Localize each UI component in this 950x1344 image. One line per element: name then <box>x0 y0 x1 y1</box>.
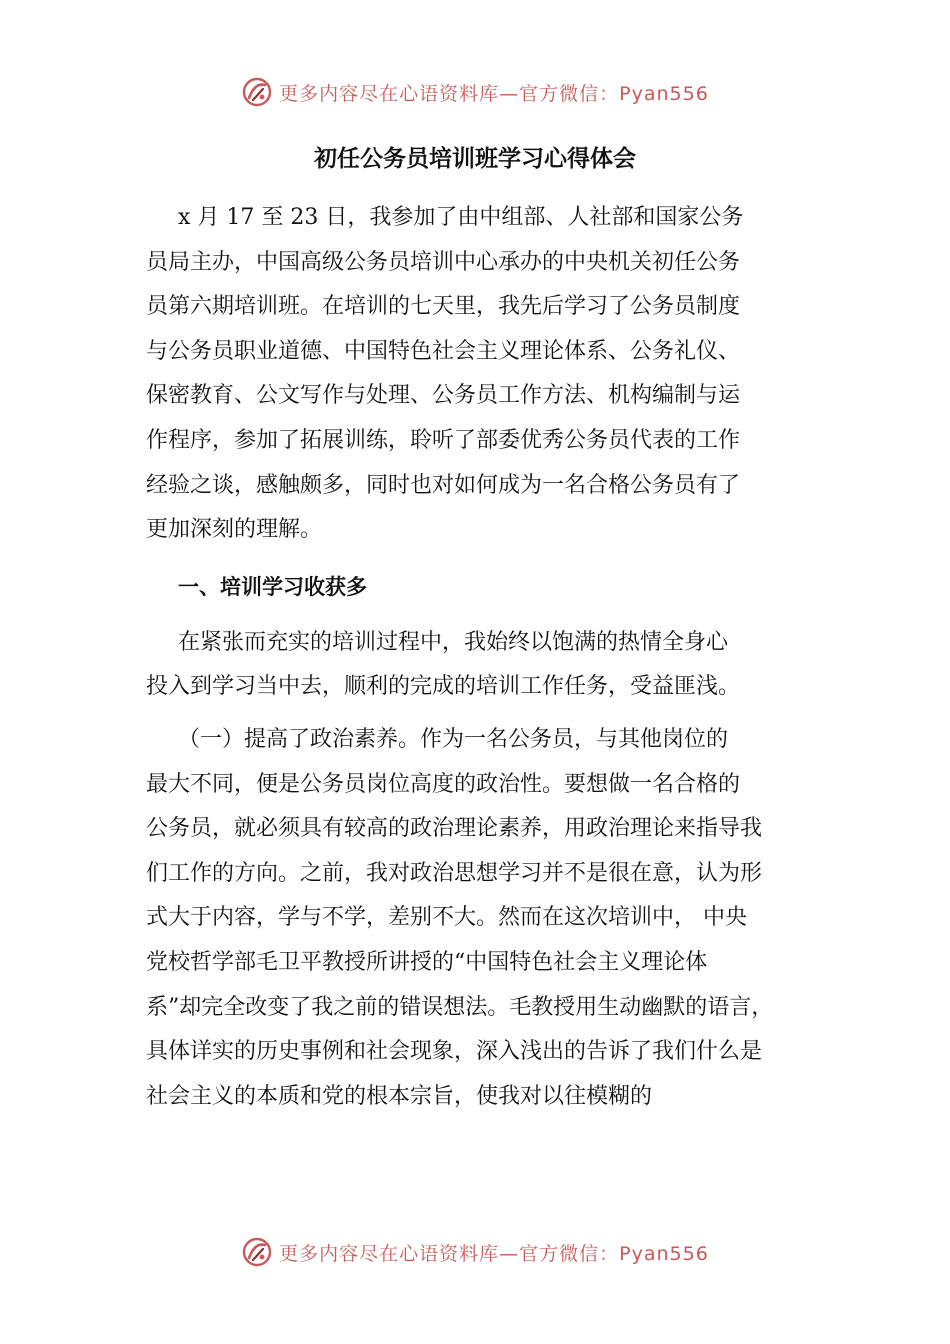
paragraph-line: 式大于内容，学与不学，差别不大。然而在这次培训中， 中央 <box>146 905 747 931</box>
document-title: 初任公务员培训班学习心得体会 <box>314 146 636 172</box>
paragraph-line: 最大不同，便是公务员岗位高度的政治性。要想做一名合格的 <box>146 771 741 797</box>
paragraph-line: （一）提高了政治素养。作为一名公务员，与其他岗位的 <box>178 726 729 752</box>
paragraph-line: 系”却完全改变了我之前的错误想法。毛教授用生动幽默的语言， <box>146 994 774 1020</box>
paragraph-line: 保密教育、公文写作与处理、公务员工作方法、机构编制与运 <box>146 383 741 409</box>
paragraph-line: 公务员，就必须具有较高的政治理论素养，用政治理论来指导我 <box>146 816 763 842</box>
paragraph-line: 作程序，参加了拓展训练，聆听了部委优秀公务员代表的工作 <box>146 427 741 453</box>
paragraph-line: 员局主办，中国高级公务员培训中心承办的中央机关初任公务 <box>146 249 741 275</box>
paragraph-line: 与公务员职业道德、中国特色社会主义理论体系、公务礼仪、 <box>146 338 741 364</box>
logo-icon <box>241 1236 273 1268</box>
paragraph-line: 在紧张而充实的培训过程中，我始终以饱满的热情全身心 <box>178 629 729 655</box>
paragraph-line: 们工作的方向。之前，我对政治思想学习并不是很在意，认为形 <box>146 860 763 886</box>
watermark-banner-top <box>0 72 950 112</box>
paragraph-line: x 月 17 至 23 日，我参加了由中组部、人社部和国家公务 <box>178 205 744 230</box>
watermark-text: 更多内容尽在心语资料库—官方微信：Pyan556 <box>279 82 709 105</box>
watermark-text: 更多内容尽在心语资料库—官方微信：Pyan556 <box>279 1242 709 1265</box>
watermark-banner-bottom <box>0 1232 950 1272</box>
section-heading: 一、培训学习收获多 <box>178 574 367 599</box>
document-body <box>146 196 846 1119</box>
paragraph-line: 更加深刻的理解。 <box>146 517 323 543</box>
paragraph-line: 具体详实的历史事例和社会现象，深入浅出的告诉了我们什么是 <box>146 1039 763 1065</box>
section1-paragraph <box>146 621 846 710</box>
paragraph-line: 社会主义的本质和党的根本宗旨，使我对以往模糊的 <box>146 1083 653 1109</box>
paragraph-line: 员第六期培训班。在培训的七天里，我先后学习了公务员制度 <box>146 294 741 320</box>
subsection1-paragraph <box>146 718 846 1119</box>
intro-paragraph <box>146 196 846 553</box>
paragraph-line: 投入到学习当中去，顺利的完成的培训工作任务，受益匪浅。 <box>146 674 741 700</box>
paragraph-line: 党校哲学部毛卫平教授所讲授的“中国特色社会主义理论体 <box>146 949 708 975</box>
logo-icon <box>241 76 273 108</box>
paragraph-line: 经验之谈，感触颇多，同时也对如何成为一名合格公务员有了 <box>146 472 741 498</box>
